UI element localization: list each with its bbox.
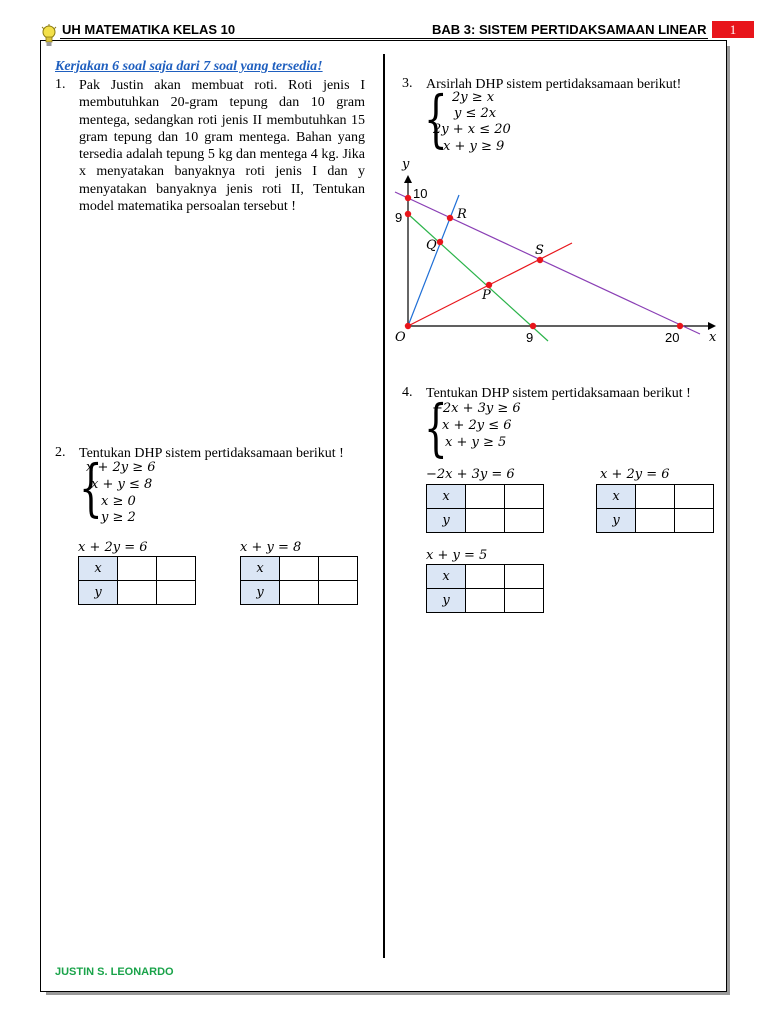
footer-rule <box>40 991 330 992</box>
x-axis-arrow-icon <box>708 322 716 330</box>
x-tick-20: 20 <box>665 330 680 345</box>
header-subject: UH MATEMATIKA KELAS 10 <box>62 22 236 37</box>
table-cell[interactable] <box>319 557 358 581</box>
table-cell[interactable] <box>319 581 358 605</box>
q4-value-table-3 <box>426 564 544 613</box>
line-x-plus-y-eq-9 <box>408 214 548 341</box>
q2-table-1-equation: x + 2y = 6 <box>78 540 148 555</box>
instruction-link[interactable]: Kerjakan 6 soal saja dari 7 soal yang tersedia! <box>55 59 323 74</box>
q4-system-line-2: x + 2y ≤ 6 <box>442 418 512 433</box>
table-cell[interactable] <box>675 509 714 533</box>
table-label-y: y <box>79 581 118 605</box>
q3-system-line-3: 2y + x ≤ 20 <box>433 122 511 137</box>
question-2-text: Tentukan DHP sistem pertidaksamaan berikut ! <box>79 446 344 461</box>
point-r <box>447 215 453 221</box>
q2-system-line-1: x + 2y ≥ 6 <box>86 460 156 475</box>
table-cell[interactable] <box>280 581 319 605</box>
table-label-y: y <box>241 581 280 605</box>
table-cell[interactable] <box>505 565 544 589</box>
table-cell[interactable] <box>280 557 319 581</box>
question-4-text: Tentukan DHP sistem pertidaksamaan berikut ! <box>426 386 691 401</box>
table-cell[interactable] <box>636 509 675 533</box>
point-x-9 <box>530 323 536 329</box>
table-cell[interactable] <box>505 509 544 533</box>
table-cell[interactable] <box>466 589 505 613</box>
page-shadow-bottom <box>46 992 730 995</box>
table-cell[interactable] <box>118 581 157 605</box>
q4-table-3-equation: x + y = 5 <box>426 548 488 563</box>
table-label-x: x <box>427 485 466 509</box>
q4-table-2-equation: x + 2y = 6 <box>600 467 670 482</box>
x-tick-9: 9 <box>526 330 534 345</box>
point-r-label: R <box>457 207 467 222</box>
q4-system-line-1: −2x + 3y ≥ 6 <box>432 401 521 416</box>
point-origin <box>405 323 411 329</box>
y-axis-arrow-icon <box>404 175 412 183</box>
point-s-label: S <box>535 243 544 258</box>
question-3-text: Arsirlah DHP sistem pertidaksamaan berikut! <box>426 77 682 92</box>
table-cell[interactable] <box>466 509 505 533</box>
page-number-badge: 1 <box>712 21 754 38</box>
question-4-brace: { <box>424 391 448 464</box>
q2-system-line-4: y ≥ 2 <box>101 510 136 525</box>
table-label-y: y <box>427 589 466 613</box>
question-2-brace: { <box>79 451 103 524</box>
table-cell[interactable] <box>505 589 544 613</box>
header-chapter: BAB 3: SISTEM PERTIDAKSAMAAN LINEAR <box>432 22 707 37</box>
q3-system-line-1: 2y ≥ x <box>452 90 495 105</box>
point-y-10 <box>405 195 411 201</box>
question-3-brace: { <box>424 82 448 155</box>
line-2y-plus-x-eq-20 <box>395 192 700 334</box>
table-cell[interactable] <box>505 485 544 509</box>
y-axis-label: y <box>402 157 410 172</box>
question-4-number: 4. <box>402 385 413 400</box>
q3-system-line-2: y ≤ 2x <box>454 106 497 121</box>
q4-system-line-3: x + y ≥ 5 <box>445 435 507 450</box>
table-cell[interactable] <box>675 485 714 509</box>
table-cell[interactable] <box>157 557 196 581</box>
q2-value-table-2 <box>240 556 358 605</box>
question-1-text: Pak Justin akan membuat roti. Roti jenis I membutuhkan 20-gram tepung dan 10 gram mentega, sedangkan roti jenis II membutuhkan 15 gram tepung dan 10 gram mentega. Bahan yang tersedia adalah tepung 5 kg dan mentega 4 kg. Jika x menyatakan banyaknya roti jenis I dan y menyatakan banyaknya jenis roti II, Tentukan model matematika persoalan tersebut ! <box>79 78 365 215</box>
table-cell[interactable] <box>157 581 196 605</box>
table-label-y: y <box>597 509 636 533</box>
table-cell[interactable] <box>466 485 505 509</box>
q2-system-line-2: x + y ≤ 8 <box>91 477 153 492</box>
q2-value-table-1 <box>78 556 196 605</box>
q2-table-2-equation: x + y = 8 <box>240 540 302 555</box>
lightbulb-icon <box>40 24 58 50</box>
y-tick-10: 10 <box>413 186 428 201</box>
origin-label: O <box>395 330 406 345</box>
table-label-x: x <box>597 485 636 509</box>
point-p-label: P <box>482 288 491 303</box>
table-label-x: x <box>241 557 280 581</box>
table-cell[interactable] <box>636 485 675 509</box>
line-y-eq-2x <box>408 195 459 326</box>
q3-system-line-4: x + y ≥ 9 <box>443 139 505 154</box>
table-cell[interactable] <box>466 565 505 589</box>
q4-table-1-equation: −2x + 3y = 6 <box>426 467 515 482</box>
y-tick-9: 9 <box>395 210 403 225</box>
table-label-y: y <box>427 509 466 533</box>
point-q-label: Q <box>426 238 437 253</box>
header-rule <box>60 38 708 39</box>
footer-author: JUSTIN S. LEONARDO <box>55 966 174 978</box>
q4-value-table-2 <box>596 484 714 533</box>
point-y-9 <box>405 211 411 217</box>
question-2-number: 2. <box>55 445 66 460</box>
point-q <box>437 239 443 245</box>
table-label-x: x <box>79 557 118 581</box>
question-1-number: 1. <box>55 77 66 92</box>
table-cell[interactable] <box>118 557 157 581</box>
question-3-number: 3. <box>402 76 413 91</box>
q3-graph <box>385 150 730 355</box>
q4-value-table-1 <box>426 484 544 533</box>
x-axis-label: x <box>709 330 717 345</box>
point-x-20 <box>677 323 683 329</box>
table-label-x: x <box>427 565 466 589</box>
q2-system-line-3: x ≥ 0 <box>101 494 136 509</box>
